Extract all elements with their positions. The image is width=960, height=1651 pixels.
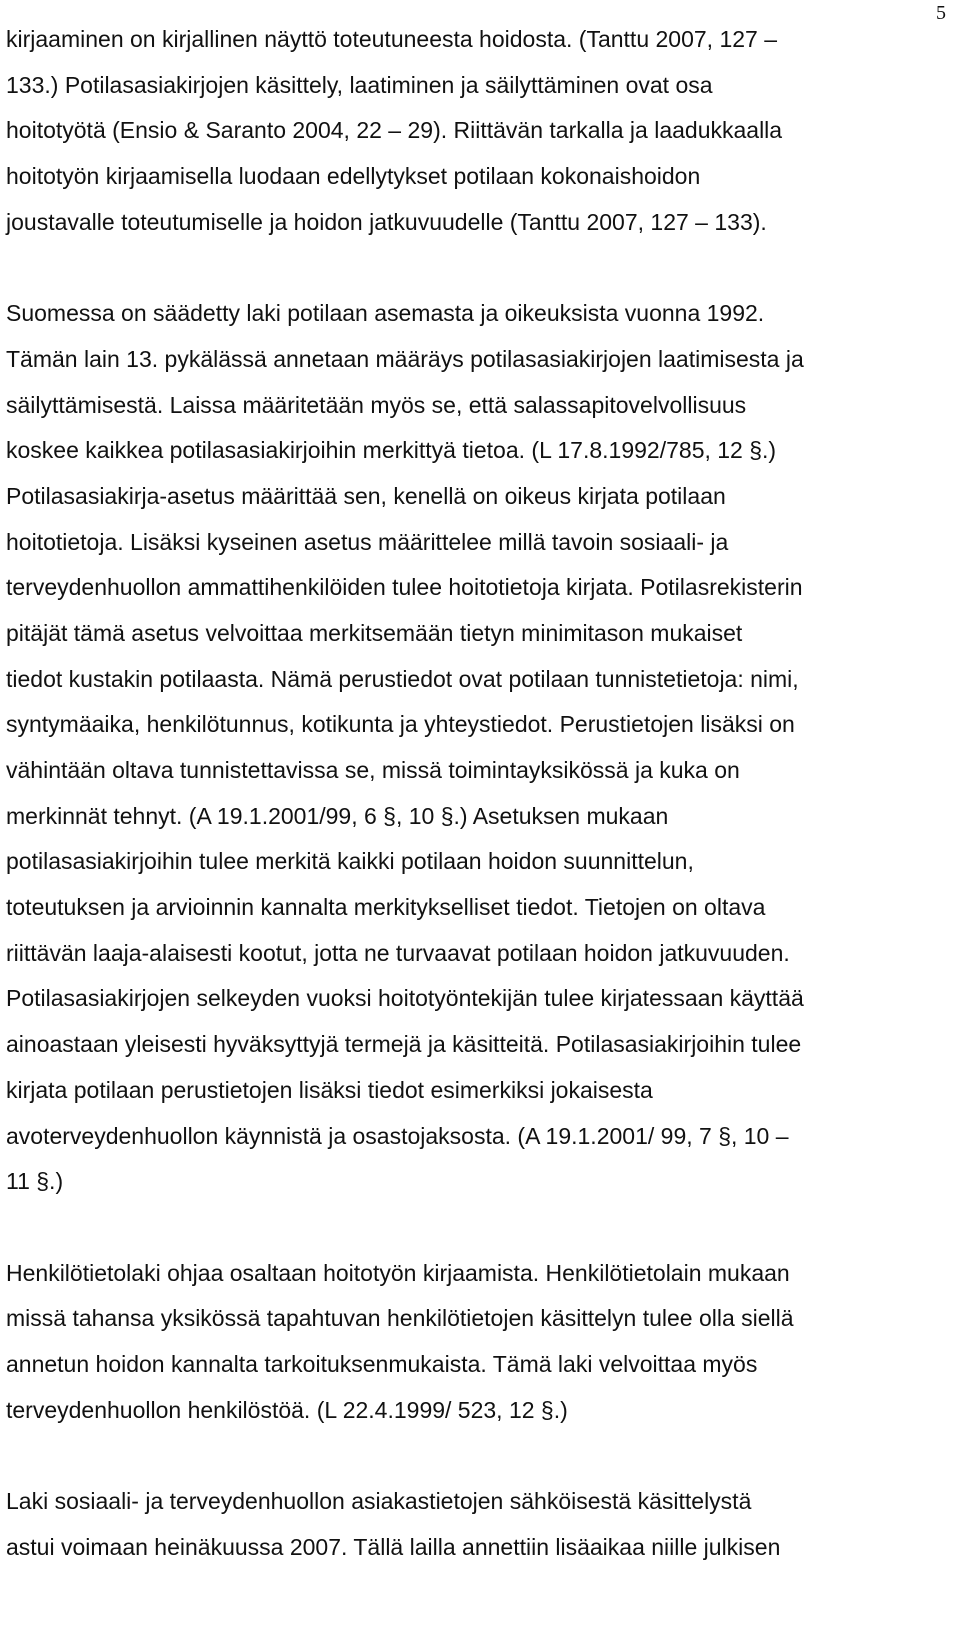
text-line: Henkilötietolaki ohjaa osaltaan hoitotyön kirjaamista. Henkilötietolain mukaan <box>6 1259 790 1286</box>
text-line: hoitotietoja. Lisäksi kyseinen asetus määrittelee millä tavoin sosiaali- ja <box>6 528 729 555</box>
page-number: 5 <box>936 2 946 24</box>
text-line: kirjata potilaan perustietojen lisäksi tiedot esimerkiksi jokaisesta <box>6 1076 653 1103</box>
text-line: Suomessa on säädetty laki potilaan asemasta ja oikeuksista vuonna 1992. <box>6 300 765 327</box>
text-line: ainoastaan yleisesti hyväksyttyjä termejä ja käsitteitä. Potilasasiakirjoihin tulee <box>6 1031 802 1058</box>
text-line: säilyttämisestä. Laissa määritetään myös se, että salassapitovelvollisuus <box>6 391 747 418</box>
text-line: annetun hoidon kannalta tarkoituksenmukaista. Tämä laki velvoittaa myös <box>6 1350 758 1377</box>
text-line: 133.) Potilasasiakirjojen käsittely, laatiminen ja säilyttäminen ovat osa <box>6 71 713 98</box>
text-line: joustavalle toteutumiselle ja hoidon jatkuvuudelle (Tanttu 2007, 127 – 133). <box>6 208 767 235</box>
paragraph-gap <box>6 1205 960 1251</box>
text-line: vähintään oltava tunnistettavissa se, missä toimintayksikössä ja kuka on <box>6 757 740 783</box>
paragraph-1 <box>6 17 960 245</box>
text-line: Potilasasiakirja-asetus määrittää sen, kenellä on oikeus kirjata potilaan <box>6 482 726 509</box>
text-line: pitäjät tämä asetus velvoittaa merkitsemään tietyn minimitason mukaiset <box>6 619 743 646</box>
text-line: 11 §.) <box>6 1168 64 1195</box>
text-line: avoterveydenhuollon käynnistä ja osastojaksosta. (A 19.1.2001/ 99, 7 §, 10 – <box>6 1122 789 1149</box>
text-line: potilasasiakirjoihin tulee merkitä kaikki potilaan hoidon suunnittelun, <box>6 848 694 875</box>
paragraph-4 <box>6 1479 960 1570</box>
text-line: Potilasasiakirjojen selkeyden vuoksi hoitotyöntekijän tulee kirjatessaan käyttää <box>6 985 804 1012</box>
text-line: kirjaaminen on kirjallinen näyttö toteutuneesta hoidosta. (Tanttu 2007, 127 – <box>6 26 778 52</box>
text-line: hoitotyön kirjaamisella luodaan edellytykset potilaan kokonaishoidon <box>6 163 701 190</box>
text-line: Laki sosiaali- ja terveydenhuollon asiakastietojen sähköisestä käsittelystä <box>6 1488 752 1514</box>
text-line: astui voimaan heinäkuussa 2007. Tällä lailla annettiin lisäaikaa niille julkisen <box>6 1533 781 1560</box>
paragraph-3 <box>6 1251 960 1434</box>
text-line: tiedot kustakin potilaasta. Nämä perustiedot ovat potilaan tunnistetietoja: nimi, <box>6 665 799 692</box>
text-line: hoitotyötä (Ensio & Saranto 2004, 22 – 29). Riittävän tarkalla ja laadukkaalla <box>6 117 783 144</box>
body-text <box>6 17 960 1570</box>
text-line: missä tahansa yksikössä tapahtuvan henkilötietojen käsittelyn tulee olla siellä <box>6 1305 794 1332</box>
text-line: merkinnät tehnyt. (A 19.1.2001/99, 6 §, 10 §.) Asetuksen mukaan <box>6 802 669 829</box>
text-line: riittävän laaja-alaisesti kootut, jotta ne turvaavat potilaan hoidon jatkuvuuden. <box>6 939 790 966</box>
text-line: toteutuksen ja arvioinnin kannalta merkitykselliset tiedot. Tietojen on oltava <box>6 894 766 921</box>
text-line: terveydenhuollon henkilöstöä. (L 22.4.1999/ 523, 12 §.) <box>6 1396 568 1423</box>
paragraph-gap <box>6 1433 960 1479</box>
paragraph-2 <box>6 291 960 1205</box>
text-line: terveydenhuollon ammattihenkilöiden tulee hoitotietoja kirjata. Potilasrekisterin <box>6 574 803 601</box>
paragraph-gap <box>6 245 960 291</box>
text-line: koskee kaikkea potilasasiakirjoihin merkittyä tietoa. (L 17.8.1992/785, 12 §.) <box>6 437 777 464</box>
text-line: syntymäaika, henkilötunnus, kotikunta ja yhteystiedot. Perustietojen lisäksi on <box>6 711 795 738</box>
text-line: Tämän lain 13. pykälässä annetaan määräys potilasasiakirjojen laatimisesta ja <box>6 345 804 372</box>
